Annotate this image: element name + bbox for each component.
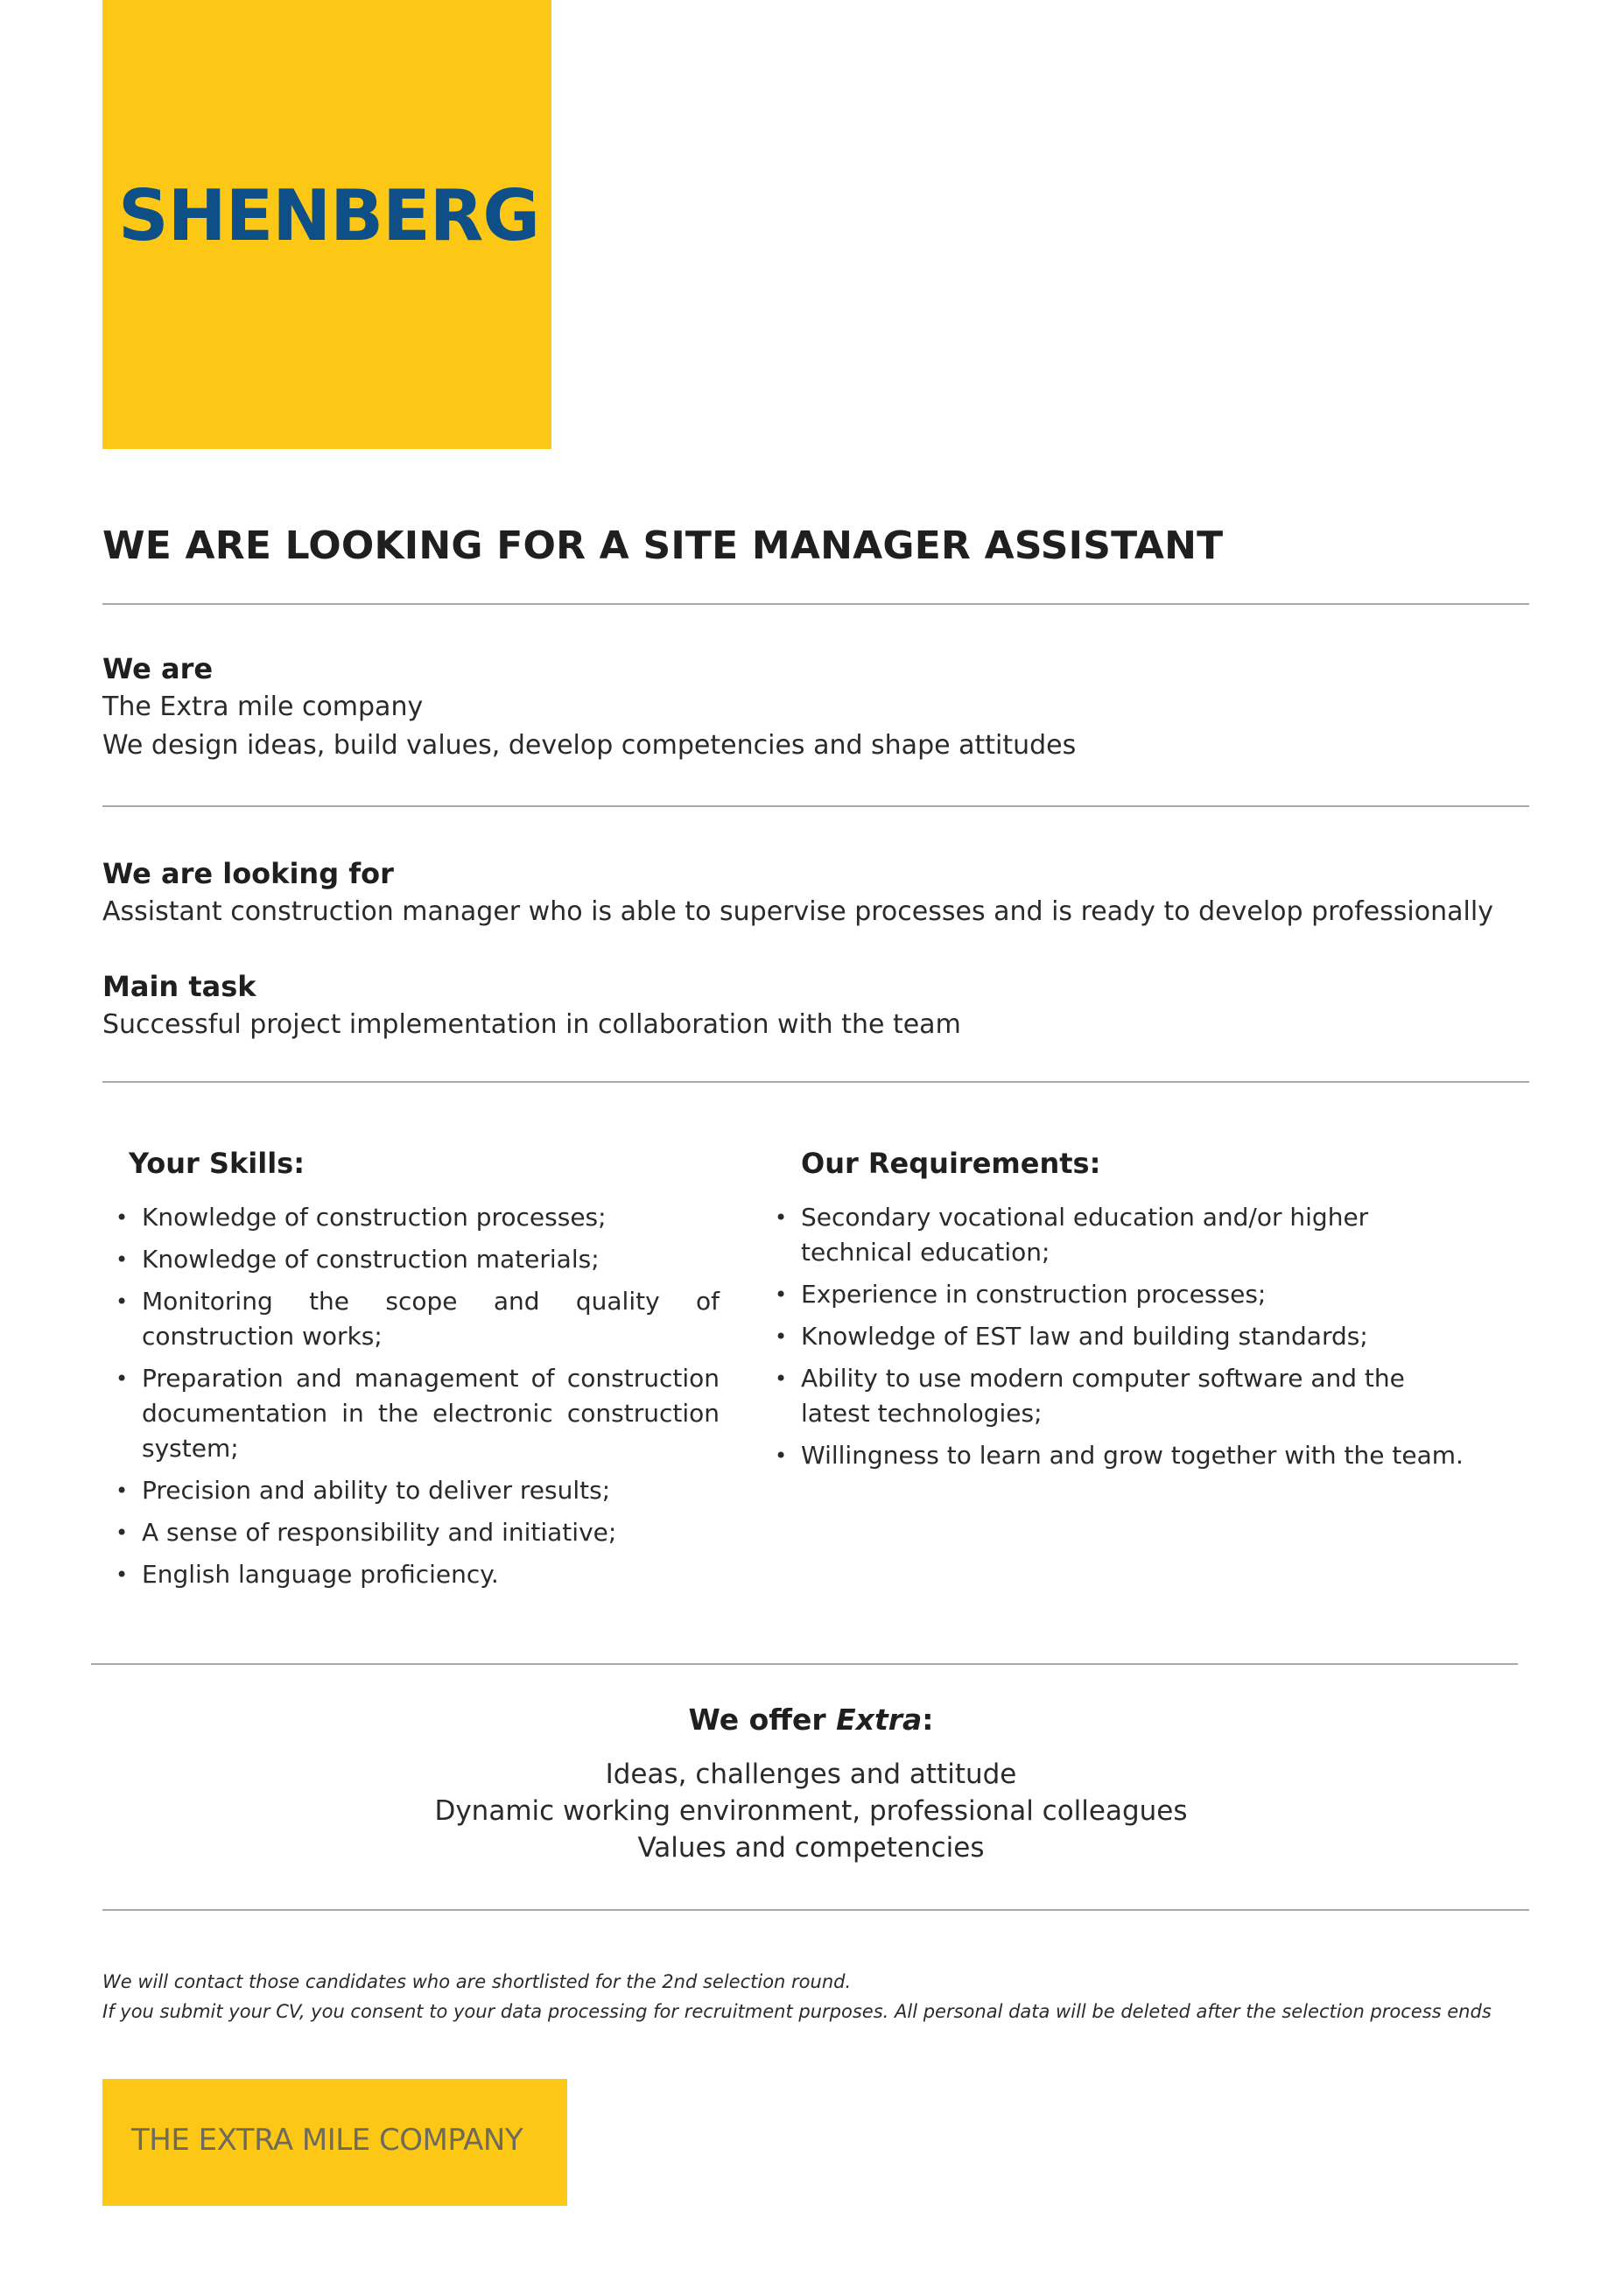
bullet-icon: • bbox=[116, 1247, 129, 1272]
list-item: • Knowledge of EST law and building standards; bbox=[801, 1319, 1466, 1354]
list-item: • Ability to use modern computer software and the latest technologies; bbox=[801, 1361, 1466, 1431]
requirements-list bbox=[775, 1200, 1466, 1480]
bullet-icon: • bbox=[116, 1520, 129, 1545]
list-item: • A sense of responsibility and initiative; bbox=[142, 1515, 720, 1550]
logo-block bbox=[102, 0, 551, 449]
divider bbox=[102, 1909, 1529, 1911]
skills-list bbox=[116, 1200, 720, 1599]
footer-tagline: THE EXTRA MILE COMPANY bbox=[131, 2123, 523, 2158]
list-item: • Knowledge of construction processes; bbox=[142, 1200, 720, 1235]
list-item: • English language proficiency. bbox=[142, 1557, 720, 1592]
fine-print: If you submit your CV, you consent to your data processing for recruitment purposes. All personal data will be deleted after the selection process ends bbox=[102, 2001, 1492, 2022]
looking-for-text: Assistant construction manager who is able to supervise processes and is ready to develop professionally bbox=[102, 896, 1493, 927]
divider bbox=[102, 805, 1529, 807]
list-item: • Experience in construction processes; bbox=[801, 1277, 1466, 1312]
bullet-icon: • bbox=[775, 1324, 788, 1349]
bullet-icon: • bbox=[775, 1282, 788, 1307]
list-item: • Monitoring the scope and quality of construction works; bbox=[142, 1284, 720, 1354]
requirements-heading: Our Requirements: bbox=[801, 1147, 1101, 1180]
list-item: • Willingness to learn and grow together with the team. bbox=[801, 1438, 1466, 1473]
bullet-icon: • bbox=[116, 1366, 129, 1391]
bullet-icon: • bbox=[775, 1366, 788, 1391]
footer-block bbox=[102, 2079, 567, 2206]
fine-print: We will contact those candidates who are shortlisted for the 2nd selection round. bbox=[102, 1971, 852, 1992]
bullet-icon: • bbox=[116, 1562, 129, 1587]
list-item: • Knowledge of construction materials; bbox=[142, 1242, 720, 1277]
main-task-text: Successful project implementation in collaboration with the team bbox=[102, 1009, 961, 1040]
we-are-line: We design ideas, build values, develop competencies and shape attitudes bbox=[102, 730, 1077, 761]
we-are-heading: We are bbox=[102, 652, 214, 685]
divider bbox=[102, 603, 1529, 605]
offer-line: Values and competencies bbox=[637, 1832, 985, 1864]
list-item: • Precision and ability to deliver results; bbox=[142, 1473, 720, 1508]
divider bbox=[91, 1663, 1518, 1665]
list-item: • Preparation and management of construction documentation in the electronic construction system; bbox=[142, 1361, 720, 1466]
bullet-icon: • bbox=[116, 1205, 129, 1230]
offer-line: Dynamic working environment, professional colleagues bbox=[434, 1795, 1188, 1827]
logo-text: SHENBERG bbox=[118, 175, 540, 256]
looking-for-heading: We are looking for bbox=[102, 857, 394, 890]
divider bbox=[102, 1081, 1529, 1083]
bullet-icon: • bbox=[116, 1478, 129, 1503]
main-task-heading: Main task bbox=[102, 970, 256, 1003]
page-title: WE ARE LOOKING FOR A SITE MANAGER ASSISTANT bbox=[102, 523, 1224, 568]
list-item: • Secondary vocational education and/or higher technical education; bbox=[801, 1200, 1466, 1270]
bullet-icon: • bbox=[116, 1289, 129, 1314]
bullet-icon: • bbox=[775, 1443, 788, 1468]
bullet-icon: • bbox=[775, 1205, 788, 1230]
we-are-line: The Extra mile company bbox=[102, 692, 424, 722]
offer-line: Ideas, challenges and attitude bbox=[605, 1759, 1017, 1790]
offer-heading: We offer Extra: bbox=[688, 1703, 934, 1737]
skills-heading: Your Skills: bbox=[129, 1147, 305, 1180]
